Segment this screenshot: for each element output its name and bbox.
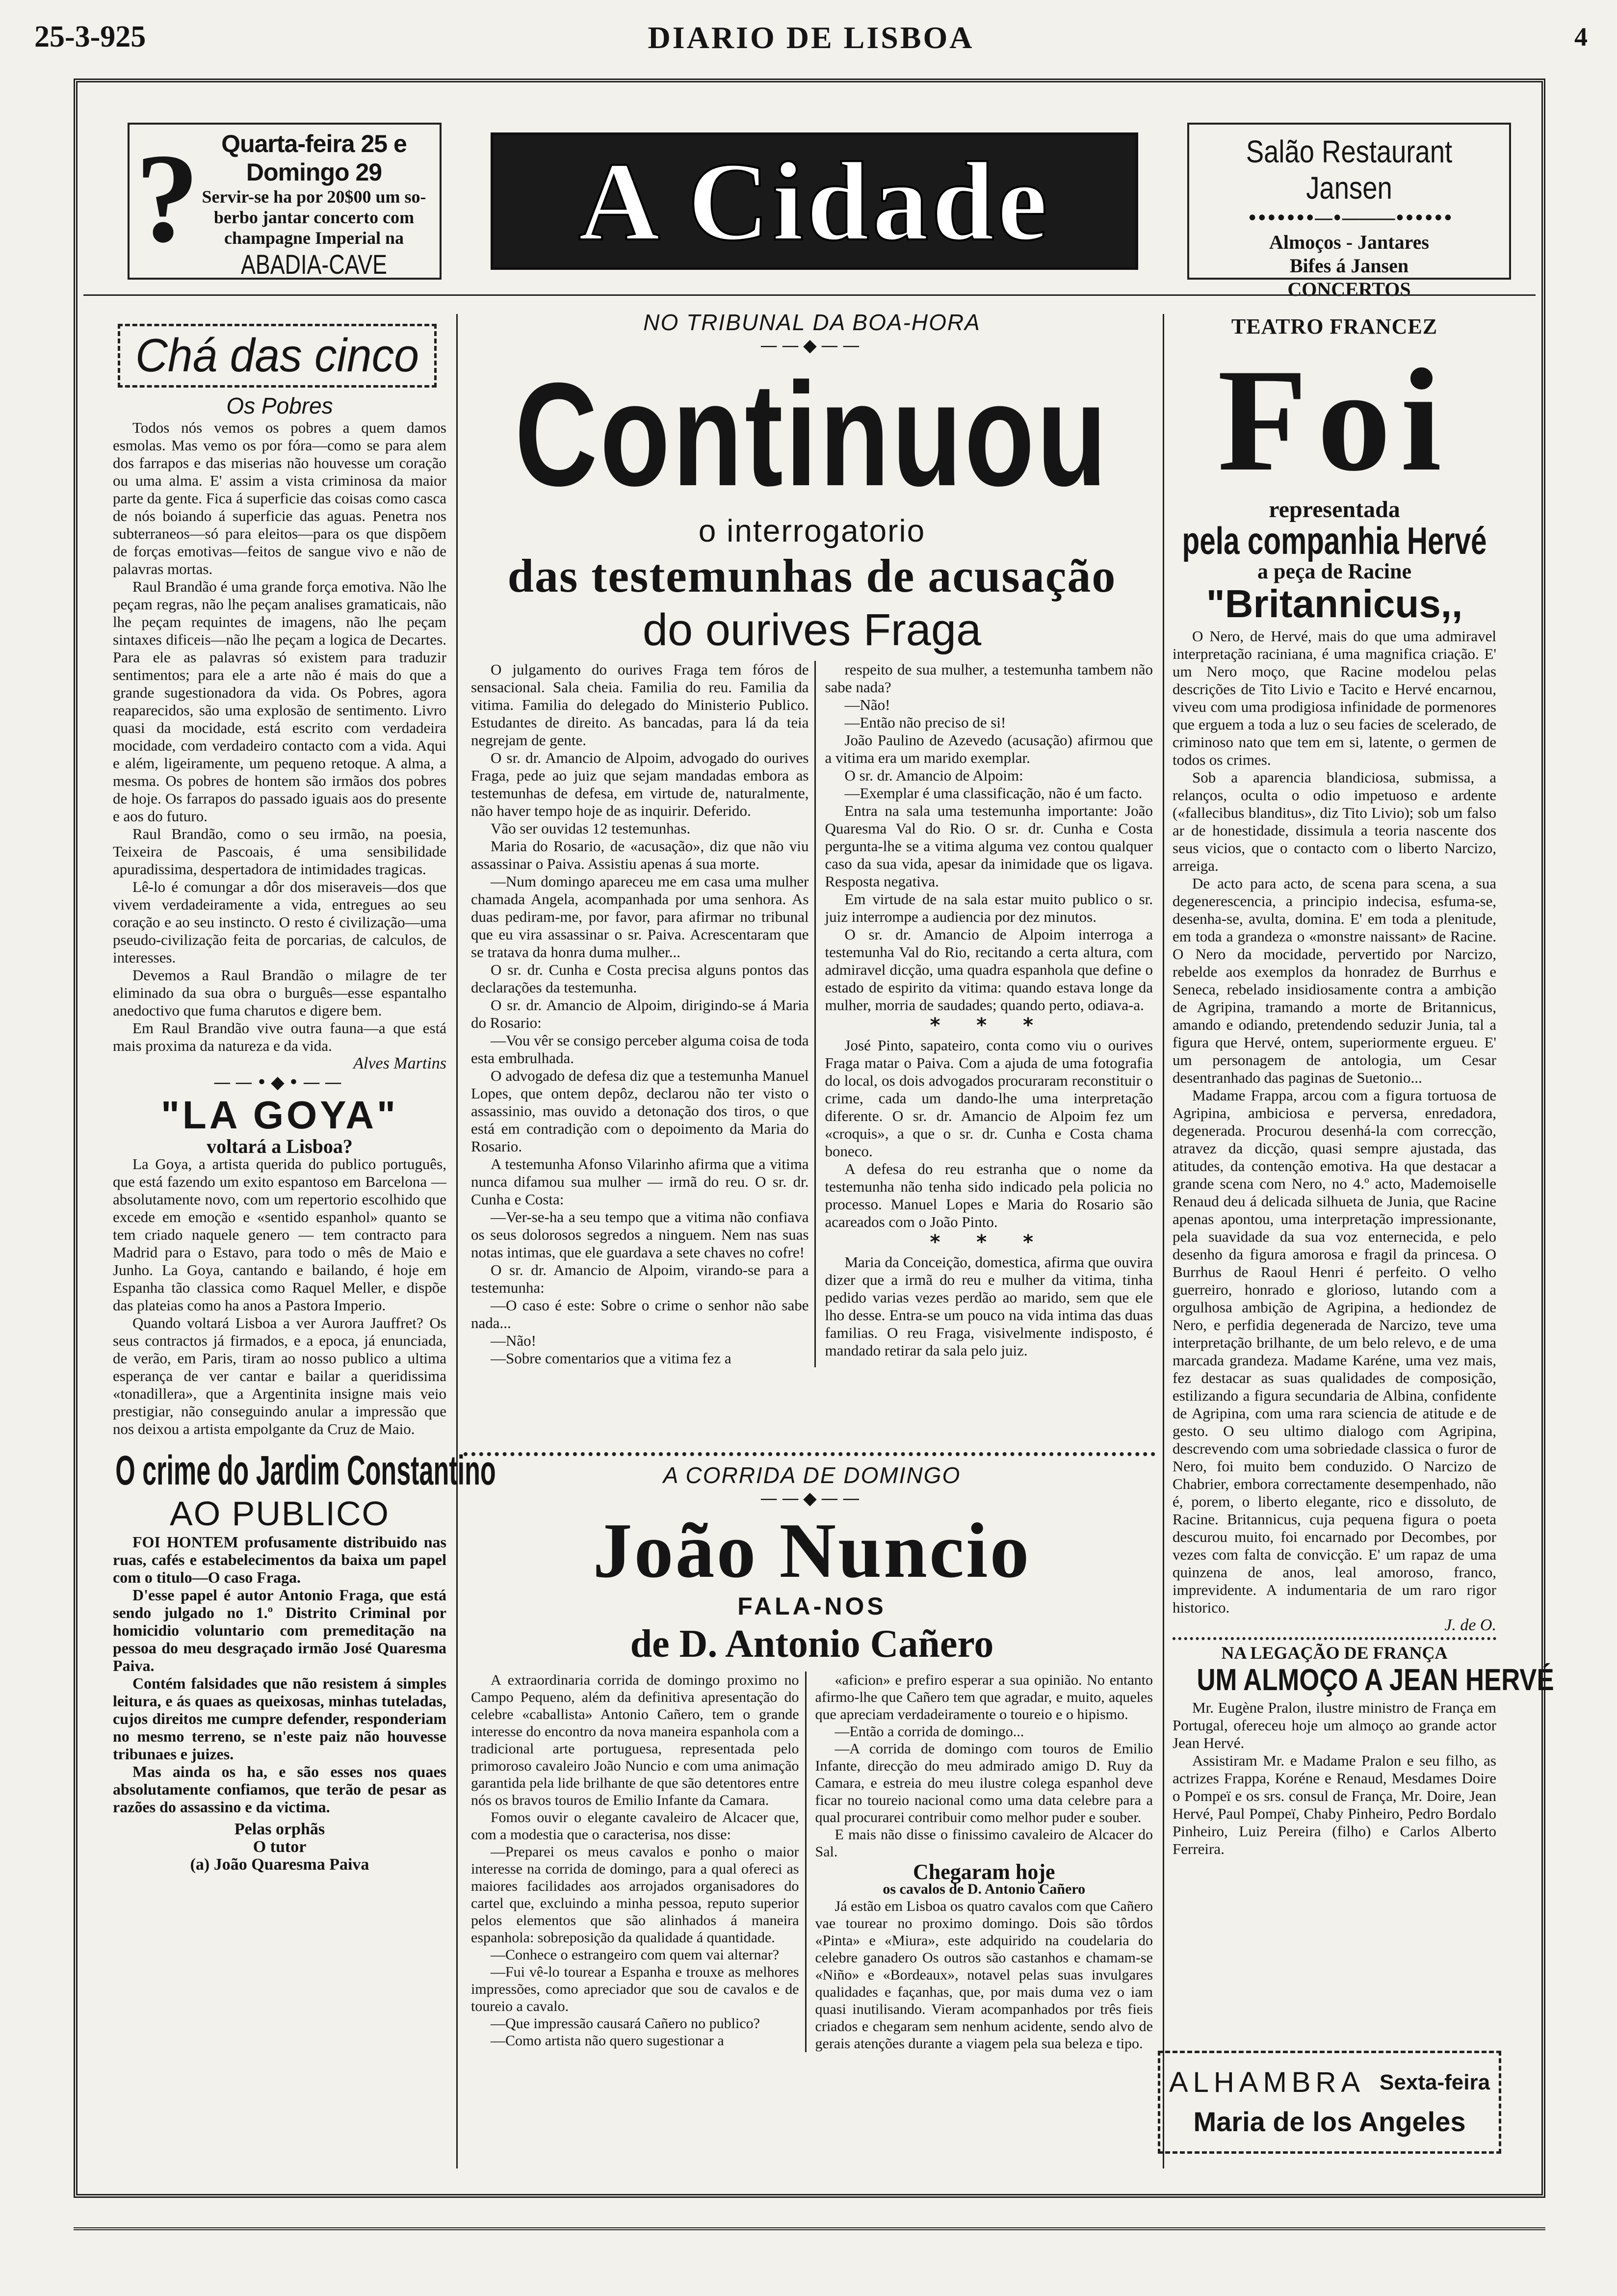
paragraph: Fomos ouvir o elegante cavaleiro de Alcacer que, com a modestia que o caracterisa, nos disse: (471, 1809, 799, 1843)
question-mark-icon: ? (135, 128, 199, 269)
paragraph: Lê-lo é comungar a dôr dos miseraveis—dos que vivem verdadeiramente a vida, entregues ao seu coração e ao seu instincto. O resto é civilização—uma pseudo-civilização feita de porcarias, de calculos, de interesses. (113, 878, 446, 966)
paragraph: —Não! (491, 1332, 536, 1349)
paragraph: —Fui vê-lo tourear a Espanha e trouxe as melhores impressões, como apreciador que sou de cavalos e de toureio a cavalo. (471, 1964, 799, 2014)
paragraph: E mais não disse o finissimo cavaleiro de Alcacer do Sal. (815, 1826, 1153, 1860)
center-column (471, 309, 1153, 1367)
crime-sign-3: (a) João Quaresma Paiva (190, 1855, 369, 1874)
crime-title: O crime do Jardim Constantino (115, 1447, 496, 1493)
ad-abadia-cave (128, 123, 442, 280)
corrida-col-left (471, 1671, 807, 2052)
newspaper-title: DIARIO DE LISBOA (648, 20, 974, 55)
ad-jansen (1187, 123, 1511, 300)
article-col-left (471, 661, 816, 1367)
section-divider (464, 1452, 1155, 1456)
kicker: TEATRO FRANCEZ (1231, 314, 1438, 339)
deck: das testemunhas de acusação (507, 549, 1117, 602)
paragraph: respeito de sua mulher, a testemunha tambem não sabe nada? (825, 661, 1153, 696)
alhambra-day: Sexta-feira (1380, 2070, 1490, 2094)
paragraph: —Vou vêr se consigo perceber alguma coisa de toda esta embrulhada. (471, 1032, 809, 1067)
article-subtitle: Os Pobres (226, 393, 333, 418)
ad-jansen-line2: Bifes á Jansen (1289, 255, 1409, 277)
paragraph: —Sobre comentarios que a vitima fez a (491, 1350, 731, 1367)
paragraph: Assistiram Mr. e Madame Pralon e seu filho, as actrizes Frappa, Koréne e Renaud, Mesdames Doire o Pompeï e os srs. consul de França, Mr. Doire, Jean Hervé, Paul Pompeï, Chaby Pinheiro, Pedro Bordalo Pinheiro, Luiz Pereira (filho) e Carlos Alberto Ferreira. (1173, 1752, 1496, 1857)
subhead: os cavalos de D. Antonio Cañero (883, 1881, 1086, 1897)
column-3 (1173, 314, 1554, 1858)
paragraph: —O caso é este: Sobre o crime o senhor não sabe nada... (471, 1297, 809, 1331)
deck: do ourives Fraga (642, 605, 982, 655)
paragraph: A defesa do reu estranha que o nome da testemunha não tenha sido indicado pela policia no processo. Manuel Lopes e Maria do Rosario são acareados com o João Pinto. (825, 1160, 1153, 1230)
paragraph: O sr. dr. Cunha e Costa precisa alguns pontos das declarações da testemunha. (471, 961, 809, 996)
paragraph: Mas ainda os ha, e são esses nos quaes absolutamente confiamos, que terão de pesar as razões do assassino e da victima. (113, 1763, 446, 1816)
masthead (34, 20, 1588, 59)
crime-sign-2: O tutor (253, 1838, 307, 1856)
article-col-right (825, 661, 1153, 1367)
headline: João Nuncio (593, 1507, 1031, 1594)
paragraph: Raul Brandão é uma grande força emotiva. Não lhe peçam regras, não lhe peçam analises gramaticais, não lhe peçam requintes de imagens, não lhe peçam sintaxes dificeis—não lhe peçam a logica de Decartes. Para ele as palavras só existem para traduzir sentimentos; para ele a arte não é mais do que a grande sugestionadora da vida. Os Pobres, agora reaparecidos, são uma explosão de sentimento. Livro quasi da mocidade, está escrito com verdadeira mocidade, com verdadeiro contacto com a vida. Aqui e além, ligeiramente, um pequeno retoque. A alma, a mesma. Os pobres de hontem são irmãos dos pobres de hoje. Os farrapos do passado iguais aos do presente e aos do futuro. (113, 578, 446, 825)
deck: representada (1269, 496, 1400, 522)
paragraph: Quando voltará Lisboa a ver Aurora Jauffret? Os seus contractos já firmados, e a epoca, já enunciada, de verão, em Paris, tiram ao nosso publico a ultima esperança de ver cantar e bailar a queridissima «tonadillera», que a Argentinita insigne mais veio prestigiar, não conseguindo anular a impressão que nos deixou a artista empolgante da Cruz de Maio. (113, 1314, 446, 1437)
paragraph: O sr. dr. Amancio de Alpoim, dirigindo-se á Maria do Rosario: (471, 996, 809, 1031)
subhead: Chegaram hoje (913, 1860, 1055, 1884)
paragraph: Contém falsidades que não resistem á simples leitura, e ás quaes as queixosas, minhas tuteladas, cujos direitos me cumpre defender, responderiam no mesmo terreno, se n'este paiz não houvesse tribunaes e juizes. (113, 1674, 446, 1763)
section-stars: * * * (930, 1014, 1048, 1037)
paragraph: —Então não preciso de si! (844, 714, 1006, 731)
paragraph: Entra na sala uma testemunha importante: João Quaresma Val do Rio. O sr. dr. Cunha e Costa pergunta-lhe se a vitima alguma vez contou qualquer caso da sua vida, apesar da inimidade que os ligava. Resposta negativa. (825, 802, 1153, 890)
alhambra-show: Maria de los Angeles (1193, 2106, 1466, 2137)
deck: o interrogatorio (698, 513, 926, 548)
headline: UM ALMOÇO A JEAN HERVÉ (1197, 1663, 1554, 1697)
paragraph: —Que impressão causará Cañero no publico? (491, 2015, 760, 2032)
paragraph: O sr. dr. Amancio de Alpoim: (844, 767, 1023, 784)
headline: Continuou (515, 352, 1109, 517)
paragraph: FOI HONTEM profusamente distribuido nas ruas, cafés e estabelecimentos da baixa um papel com o titulo—O caso Fraga. (113, 1533, 446, 1586)
deck: de D. Antonio Cañero (630, 1622, 994, 1666)
column-1 (113, 392, 496, 1874)
corrida-article (471, 1462, 1153, 2052)
deck: a peça de Racine (1257, 559, 1412, 583)
headline: Foi (1217, 339, 1452, 501)
paragraph: O Nero, de Hervé, mais do que uma admiravel interpretação raciniana, é uma magnifica criação. E' um Nero moço, que Racine modelou pelas descrições de Tito Livio e Tacito e Hervé encarnou, viveu com uma prodigiosa infinidade de pormenores que erguem a toda a luz o seu facies de scelerado, de criminoso nato que tem em si, latente, o germen de todos os crimes. (1173, 627, 1496, 768)
goya-title: "LA GOYA" (161, 1093, 398, 1137)
paragraph: —Num domingo apareceu me em casa uma mulher chamada Angela, acompanhada por uma senhora. As duas pediram-me, por favor, para afirmar no tribunal que eu vira assassinar o sr. Paiva. Acrescentaram que se tratava da honra duma mulher... (471, 873, 809, 961)
paragraph: —Então a corrida de domingo... (835, 1723, 1024, 1740)
kicker: NA LEGAÇÃO DE FRANÇA (1173, 1637, 1496, 1662)
paragraph: —Exemplar é uma classificação, não é um facto. (844, 784, 1143, 802)
column-rule-1 (456, 314, 458, 2168)
crime-subtitle: AO PUBLICO (170, 1494, 390, 1533)
paragraph: O sr. dr. Amancio de Alpoim interroga a testemunha Val do Rio, recitando a certa altura, com admiravel dicção, uma quadra espanhola que define o estado de espirito da vitima: quando estava longe da mulher, morria de saudades; quando perto, odiava-a. (825, 926, 1153, 1014)
paragraph: —Como artista não quero sugestionar a (491, 2033, 724, 2049)
paragraph: Madame Frappa, arcou com a figura tortuosa de Agripina, ambiciosa e perversa, enredadora, degenerada. Procurou desenhá-la com correcção, atravez da dicção, quasi sempre ajustada, das atitudes, da contenção emotiva. Ha que destacar a grande scena com Nero, no 4.º acto, Mademoiselle Renaud deu á delicada silhueta de Junia, que Racine apenas apontou, uma interpretação impressionante, pela suavidade da sua voz enternecida, e pelo desenho da figura amorosa e fragil da princesa. O Burrhus de Raoul Henri é perfeito. O velho guerreiro, honrado e glorioso, lutando com a orgulhosa ambição de Agripina, a hediondez de Nero, e perfidia degenerada de Narcizo, teve uma interpretação brilhante, de um belo relevo, e de uma marcada grandeza. Madame Karéne, uma vez mais, fez destacar as suas qualidades de composição, estilizando a figura secundaria de Albina, confidente de Agripina, com uma rara sciencia de atitude e de gesto. O seu ultimo dialogo com Agripina, descrevendo com uma sobriedade classica o furor de Nero, foi muito bem conduzido. O Narcizo de Chabrier, embora correctamente desempenhado, não é, porem, o liberto elegante, rico e dissoluto, de Racine. Britannicus, cuja pequena figura o poeta descurou muito, foi encarnado por Decombes, por vezes com falta de convicção. E' um rapaz de uma quinzena de anos, leal amoroso, franco, imprevidente. A indumentaria de um raro rigor historico. (1173, 1087, 1496, 1616)
paragraph: Em Raul Brandão vive outra fauna—a que está mais proxima da natureza e da vida. (113, 1019, 446, 1054)
paragraph: La Goya, a artista querida do publico português, que está fazendo um exito espantoso em Barcelona — absolutamente novo, com um repertorio escolhido que excede em emoção e «sentido espanhol» quanto se tem criado naquele genero — tem contracto para Madrid para o Estavo, para todo o mês de Maio e Junho. La Goya, cantando e bailando, é hoje em Espanha tão classica como Raquel Meller, e dispõe das plateias como ha anos a Pastora Imperio. (113, 1155, 446, 1314)
issue-date: 25-3-925 (34, 20, 146, 53)
paragraph: —A corrida de domingo com touros de Emilio Infante, direcção do meu admirado amigo D. Ruy da Camara, e estreia do meu ilustre colega espanhol deve ficar no toureio nacional como uma data celebre para a qual procurarei contribuir como melhor puder e souber. (815, 1741, 1153, 1826)
paragraph: Maria da Conceição, domestica, afirma que ouvira dizer que a irmã do reu e mulher da vitima, tinha pedido varias vezes perdão ao marido, sem que ele lho desse. Entra-se um pouco na vida intima das duas familias. O reu Fraga, visivelmente indisposto, é mandado retirar da sala pelo juiz. (825, 1253, 1153, 1359)
section-logo: A Cidade (491, 132, 1138, 270)
paragraph: Vão ser ouvidas 12 testemunhas. (491, 820, 691, 837)
ad-abadia-name: ABADIA-CAVE (241, 249, 387, 280)
ad-abadia-dates: Quarta-feira 25 e Domingo 29 (221, 130, 407, 186)
paragraph: O sr. dr. Amancio de Alpoim, virando-se para a testemunha: (471, 1261, 809, 1296)
goya-subtitle: voltará a Lisboa? (207, 1135, 353, 1157)
paragraph: Em virtude de na sala estar muito publico o sr. juiz interrompe a audiencia por dez minutos. (825, 890, 1153, 925)
paragraph: O sr. dr. Amancio de Alpoim, advogado do ourives Fraga, pede ao juiz que sejam mandadas embora as testemunhas de defesa, em virtude de, naturalmente, não haver tempo hoje de as inquirir. Deferido. (471, 749, 809, 819)
paragraph: O advogado de defesa diz que a testemunha Manuel Lopes, que ontem depôz, declarou não ter visto o assassinio, mas ouvido a detonação dos tiros, o que está em contradição com o depoimento da Maria do Rosario. (471, 1067, 809, 1155)
deck: "Britannicus,, (1206, 582, 1463, 626)
bottom-rule (74, 2227, 1545, 2230)
cha-das-cinco-header: Chá das cinco (118, 324, 437, 388)
ad-jansen-line3: CONCERTOS (1287, 278, 1411, 300)
paragraph: A testemunha Afonso Vilarinho afirma que a vitima nunca difamou sua mulher — irmã do reu. O sr. dr. Cunha e Costa: (471, 1155, 809, 1208)
paragraph: —Não! (844, 696, 890, 713)
paragraph: —Preparei os meus cavalos e ponho o maior interesse na corrida de domingo, para a qual ofereci as maiores facilidades aos arrojados organisadores do cartel que, excluindo a minha pessoa, reputo superior pelos elementos que são alinhados á maneira espanhola: sobreposição da qualidade á quantidade. (471, 1844, 799, 1946)
paragraph: Sob a aparencia blandiciosa, submissa, a relanços, oculta o odio impetuoso e ardente («fallecibus blanditus», diz Tito Livio); sob um falso ar de honestidade, dissimula a teoria nascente dos seus vicios, que o contacto com o liberto Narcizo, arreiga. (1173, 769, 1496, 874)
ornament-divider: ——◆—— (760, 336, 864, 356)
paragraph: Mr. Eugène Pralon, ilustre ministro de França em Portugal, ofereceu hoje um almoço ao grande actor Jean Hervé. (1173, 1699, 1496, 1751)
ornament-divider: ——◆—— (760, 1488, 864, 1509)
paragraph: De acto para acto, de scena para scena, a sua degenerescencia, a principio indecisa, esfuma-se, desenha-se, avulta, domina. E' em toda a plenitude, em toda a grandeza o «monstre naissant» de Racine. O Nero da mocidade, pervertido por Narcizo, rebelde aos exemplos da honradez de Burrhus e Seneca, rebelado insidiosamente contra a ambição de Agripina, tramando a morte de Britannicus, amando e odiando, pretendendo seduzir Junia, tal a figura que Hervé, ontem, superiormente ergueu. E' um personagem de antologia, um Cesar desentranhado das paginas de Suetonio... (1173, 875, 1496, 1086)
corrida-col-right (815, 1671, 1153, 2052)
paragraph: —Ver-se-ha a seu tempo que a vitima não confiava os seus dolorosos segredos a ninguem. Nem nas suas notas intimas, que ele guardava a sete chaves no cofre! (471, 1208, 809, 1261)
deck: pela companhia Hervé (1182, 519, 1487, 562)
paragraph: Devemos a Raul Brandão o milagre de ter eliminado da sua obra o burguês—esse espantalho anedoctivo que fuma charutos e digere bem. (113, 966, 446, 1019)
signature: Alves Martins (353, 1054, 446, 1072)
ad-jansen-line1: Almoços - Jantares (1269, 231, 1429, 253)
paragraph: Todos nós vemos os pobres a quem damos esmolas. Mas vemo os por fóra—como se para alem dos farrapos e das miserias não houvesse um coração ou uma alma. E' assim a vista criminosa da maior parte da gente. Fica á superficie das coisas como casca de nós boiando á superficie das aguas. Penetra nos subterraneos—só para eleitos—para os que dispõem de forças emotivas—feitos de sangue vivo e não de palavras mortas. (113, 419, 446, 577)
ornament-divider: ——•◆•—— (213, 1072, 346, 1093)
page-number: 4 (1574, 22, 1588, 52)
paragraph: José Pinto, sapateiro, conta como viu o ourives Fraga matar o Paiva. Com a ajuda de uma fotografia do local, os dois advogados procuraram reconstituir o crime, cada um dando-lhe uma interpretação diferente. O sr. dr. Amancio de Alpoim fez um «croquis», a que o sr. dr. Cunha e Costa chama boneco. (825, 1037, 1153, 1160)
kicker: A CORRIDA DE DOMINGO (663, 1462, 961, 1488)
ad-abadia-text: Servir-se ha por 20$00 um so-berbo jantar concerto com champagne Imperial na (202, 187, 426, 248)
signature: J. de O. (1444, 1616, 1496, 1634)
header-divider (83, 294, 1536, 296)
column-rule-2 (1163, 314, 1164, 2168)
ad-jansen-title: Salão Restaurant Jansen (1246, 134, 1453, 206)
deck: FALA-NOS (737, 1592, 887, 1620)
alhambra-name: ALHAMBRA (1169, 2066, 1365, 2098)
crime-sign-1: Pelas orphãs (234, 1820, 325, 1838)
paragraph: Já estão em Lisboa os quatro cavalos com que Cañero vae tourear no proximo domingo. Dois são tôrdos «Pinta» e «Miura», este adquirido na coudelaria do celebre ganadero Os outros são castanhos e chamam-se «Niño» e «Bordeaux», notavel pelas suas invulgares qualidades e façanhas, que, por mais duma vez o iam quasi inutilisando. Vieram acompanhados por três fieis criados e chegaram sem nenhum acidente, sendo alvo de gerais atenções durante a viagem pela sua beleza e tipo. (815, 1898, 1153, 2052)
paragraph: A extraordinaria corrida de domingo proximo no Campo Pequeno, além da definitiva apresentação do celebre «caballista» Antonio Cañero, tem o grande interesse do encontro da nova maneira espanhola com a tradicional arte portuguesa, representada pelo primoroso cavaleiro João Nuncio e com uma animação garantida pela lide brilhante de que são detentores entre nós os bravos touros de Emilio Infante da Camara. (471, 1672, 799, 1808)
paragraph: «aficion» e prefiro esperar a sua opinião. No entanto afirmo-lhe que Cañero tem que agradar, e muito, aqueles que apreciam verdadeiramente o toureio e o hipismo. (815, 1672, 1153, 1722)
paragraph: —Conhece o estrangeiro com quem vai alternar? (491, 1947, 780, 1963)
paragraph: D'esse papel é autor Antonio Fraga, que está sendo julgado no 1.º Distrito Criminal por homicidio voluntario com premeditação na pessoa do meu desgraçado irmão José Quaresma Paiva. (113, 1586, 446, 1674)
section-stars: * * * (930, 1231, 1048, 1253)
ad-alhambra (1158, 2051, 1501, 2154)
ornament-divider: •••••••—•———•••••• (1246, 207, 1452, 230)
paragraph: Raul Brandão, como o seu irmão, na poesia, Teixeira de Pascoais, é uma sensibilidade apuradissima, despertadora de intimidades tragicas. (113, 825, 446, 878)
paragraph: O julgamento do ourives Fraga tem fóros de sensacional. Sala cheia. Familia do reu. Familia da vitima. Familia do delegado do Ministerio Publico. Estudantes de direito. As bancadas, para lá da teia negrejam de gente. (471, 661, 809, 749)
kicker: NO TRIBUNAL DA BOA-HORA (643, 310, 981, 335)
paragraph: Maria do Rosario, de «acusação», diz que não viu assassinar o Paiva. Assistiu apenas á sua morte. (471, 837, 809, 872)
paragraph: João Paulino de Azevedo (acusação) afirmou que a vitima era um marido exemplar. (825, 731, 1153, 766)
